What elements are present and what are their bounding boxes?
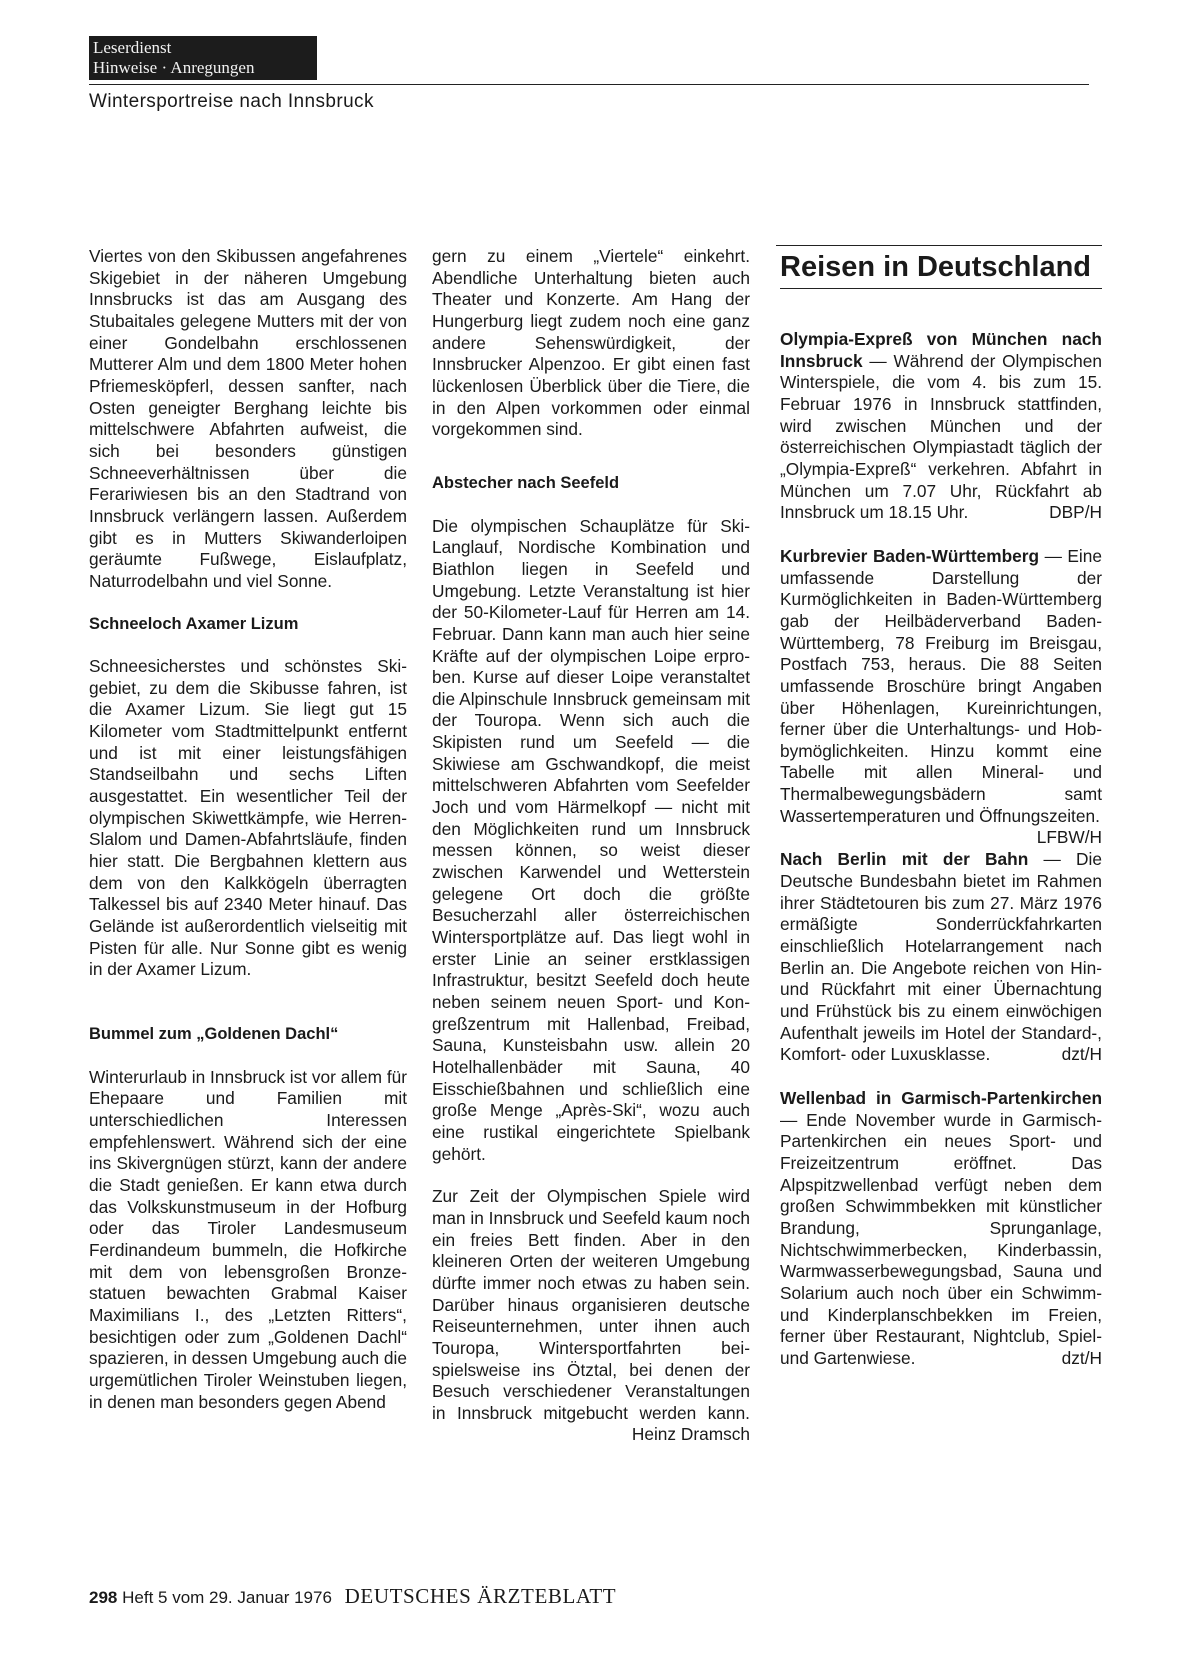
- entry-signature: LFBW/H: [1036, 827, 1102, 848]
- paragraph: Die olympischen Schauplätze für Ski-Langlauf, Nordische Kombination und Biathlon liegen in Seefeld und Umgebung. Letzte Veranstaltung ist hier der 50-Kilometer-Lauf für Herren am 14. Februar. Dann kann man auch hier seine Kräfte auf der olympischen Loipe erproben. Kurse auf dieser Loipe veranstaltet die Alpinschule Innsbruck gemeinsam mit der Touropa. Wenn sich auch die Skipisten rund um Seefeld — die Skiwiese am Gschwandkopf, die meist mittelschweren Abfahrten vom Seefelder Joch und vom Härmelkopf — nicht mit den Möglichkeiten rund um Innsbruck messen können, so weist dieser zwischen Karwendel und Wetterstein gelegene Ort doch die größte Besucherzahl aller österreichischen Wintersportplätze auf. Das liegt wohl in erster Linie an seiner erstklassigen Infrastruktur, besitzt Seefeld doch heute neben seinem neuen Sport- und Kongreßzentrum mit Hallenbad, Freibad, Sauna, Kunsteisbahn usw. allein 20 Hotelhallenbäder mit Sauna, 40 Eisschießbahnen und schließlich eine große Menge „Après-Ski“, wozu auch eine rustikal eingerichtete Spielbank gehört.: [432, 515, 750, 1164]
- travel-entry: [780, 849, 1102, 1066]
- entry-signature: dzt/H: [1061, 1347, 1102, 1368]
- entry-text: — Ende November wurde in Garmisch-Partenkirchen ein neues Sport- und Freizeitzentrum eröffnet. Das Alpspitzwellenbad verfügt neben dem großen Schwimmbekken mit künstlicher Brandung, Sprunganlage, Nichtschwimmerbecken, Kinderbassin, Warmwasserbewegungsbad, Sauna und Solarium auch noch über ein Schwimm- und Kinderplanschbekken im Freien, ferner über Restaurant, Nightclub, Spiel- und Gartenwiese.: [780, 1109, 1102, 1368]
- column-1: [89, 246, 407, 1413]
- travel-entry: [780, 1088, 1102, 1370]
- entry-text: — Während der Olympischen Winterspiele, die vom 4. bis zum 15. Februar 1976 in Innsbruck stattfinden, wird zwischen München und der österreichischen Olympiastadt täglich der „Olympia-Expreß“ verkehren. Abfahrt in München um 7.07 Uhr, Rückfahrt ab Innsbruck um 18.15 Uhr.: [780, 350, 1102, 523]
- page-footer: [89, 1584, 616, 1609]
- section-label-box: [89, 36, 317, 80]
- subheading: Bummel zum „Goldenen Dachl“: [89, 1025, 339, 1043]
- sidebar-title-rule: [780, 288, 1102, 289]
- paragraph-text: Zur Zeit der Olympischen Spiele wird man in Innsbruck und Seefeld kaum noch ein freies Bett finden. Aber in den kleineren Orten der weiteren Umgebung dürfte immer noch etwas zu haben sein. Darüber hinaus organisieren deutsche Reiseunternehmen, unter ihnen auch Touropa, Wintersportfahrten beispielsweise ins Ötztal, bei denen der Besuch verschiedener Veranstaltungen in Innsbruck mitgebucht werden kann.: [432, 1186, 750, 1423]
- page-number: 298: [89, 1588, 118, 1607]
- paragraph: Winterurlaub in Innsbruck ist vor allem für Ehepaare und Familien mit unterschiedlichen Interessen empfehlenswert. Während sich der eine ins Skivergnügen stürzt, kann der andere die Stadt genießen. Er kann etwa durch das Volkskunstmuseum in der Hofburg oder das Tiroler Landesmuseum Ferdinandeum bummeln, die Hofkirche mit dem von lebensgroßen Bronzestatuen bewachten Grabmal Kaiser Maximilians I., des „Letzten Ritters“, besichtigen oder zum „Goldenen Dachl“ spazieren, in dessen Umgebung auch die urgemütlichen Tiroler Weinstuben liegen, in denen man besonders gegen Abend: [89, 1066, 407, 1412]
- paragraph: gern zu einem „Viertele“ einkehrt. Abendliche Unterhaltung bieten auch Theater und Konzerte. Am Hang der Hungerburg liegt zudem noch eine ganz andere Sehenswürdigkeit, der Innsbrucker Alpenzoo. Er gibt einen fast lückenlosen Überblick über die Tiere, die in den Alpen vorkommen oder einmal vorgekommen sind.: [432, 246, 750, 440]
- subheading: Schneeloch Axamer Lizum: [89, 614, 299, 633]
- entry-text: — Die Deutsche Bundesbahn bietet im Rahmen ihrer Städtetouren bis zum 27. März 1976 ermäßigte Sonderrückfahrkarten einschließlich Hotelarrangement nach Berlin an. Die Angebote reichen von Hin- und Rückfahrt mit einer Übernachtung und Frühstück bis zu einem einwöchigen Aufenthalt jeweils im Hotel der Standard-, Komfort- oder Luxusklasse.: [780, 849, 1102, 1065]
- paragraph: [432, 1186, 750, 1445]
- entry-text: — Eine umfassende Darstellung der Kurmöglichkeiten in Baden-Württemberg gab der Heilbäderverband Baden-Württemberg, 78 Freiburg im Breisgau, Postfach 753, heraus. Die 88 Seiten umfassende Broschüre bringt Angaben über Höhenlagen, Kureinrichtungen, ferner über die Unterhaltungs- und Hobbymöglichkeiten. Hinzu kommt eine Tabelle mit allen Mineral- und Thermalbewegungsbädern samt Wassertemperaturen und Öffnungszeiten.: [780, 545, 1102, 826]
- entry-signature: DBP/H: [1049, 502, 1102, 523]
- entry-heading: Wellenbad in Garmisch-Partenkirchen: [780, 1088, 1102, 1108]
- travel-entry: [780, 329, 1102, 524]
- header-divider: [89, 84, 1089, 85]
- entry-signature: dzt/H: [1061, 1044, 1102, 1065]
- paragraph: Schneesicherstes und schönstes Skigebiet, zu dem die Skibusse fahren, ist die Axamer Lizum. Sie liegt gut 15 Kilometer vom Stadtmittelpunkt entfernt und ist mit einer leistungsfähigen Standseilbahn und sechs Liften ausgestattet. Ein wesentlicher Teil der olympischen Skiwettkämpfe, wie Herren-Slalom und Damen-Abfahrtsläufe, finden hier statt. Die Bergbahnen klettern aus dem von den Kalkkögeln überragten Talkessel bis auf 2340 Meter hinauf. Das Gelände ist außerordentlich vielseitig mit Pisten für alle. Nur Sonne gibt es wenig in der Axamer Lizum.: [89, 656, 407, 980]
- entry-heading: Kurbrevier Baden-Württemberg: [780, 545, 1040, 566]
- section-label-line2: Hinweise · Anregungen: [93, 58, 255, 77]
- column-3: [780, 246, 1102, 1370]
- author-signature: Heinz Dramsch: [631, 1424, 750, 1445]
- article-title: Wintersportreise nach Innsbruck: [89, 91, 374, 112]
- subheading: Abstecher nach Seefeld: [432, 473, 620, 492]
- sidebar-title: Reisen in Deutschland: [780, 251, 1092, 283]
- entry-heading: Olympia-Expreß von München nach Innsbruck: [780, 329, 1102, 371]
- entry-heading: Nach Berlin mit der Bahn: [780, 849, 1029, 870]
- section-label-line1: Leserdienst: [93, 38, 172, 57]
- issue-info: Heft 5 vom 29. Januar 1976: [122, 1588, 332, 1607]
- column-2: [432, 246, 750, 1446]
- paragraph: Viertes von den Skibussen angefahrenes Skigebiet in der näheren Umgebung Innsbrucks ist das am Ausgang des Stubaitales gelegene Mutters mit der von einer Gondelbahn erschlossenen Mutterer Alm und dem 1800 Meter hohen Pfriemesköpferl, dessen sanfter, nach Osten geneigter Berghang leichte bis mittelschwere Abfahrten aufweist, die sich bei besonders günstigen Schneeverhältnissen über die Ferariwiesen bis an den Stadtrand von Innsbruck verlängern lassen. Außerdem gibt es in Mutters Skiwanderloipen geräumte Fußwege, Eislaufplatz, Naturrodelbahn und viel Sonne.: [89, 246, 407, 591]
- travel-entry: [780, 545, 1102, 848]
- magazine-name: DEUTSCHES ÄRZTEBLATT: [344, 1584, 617, 1608]
